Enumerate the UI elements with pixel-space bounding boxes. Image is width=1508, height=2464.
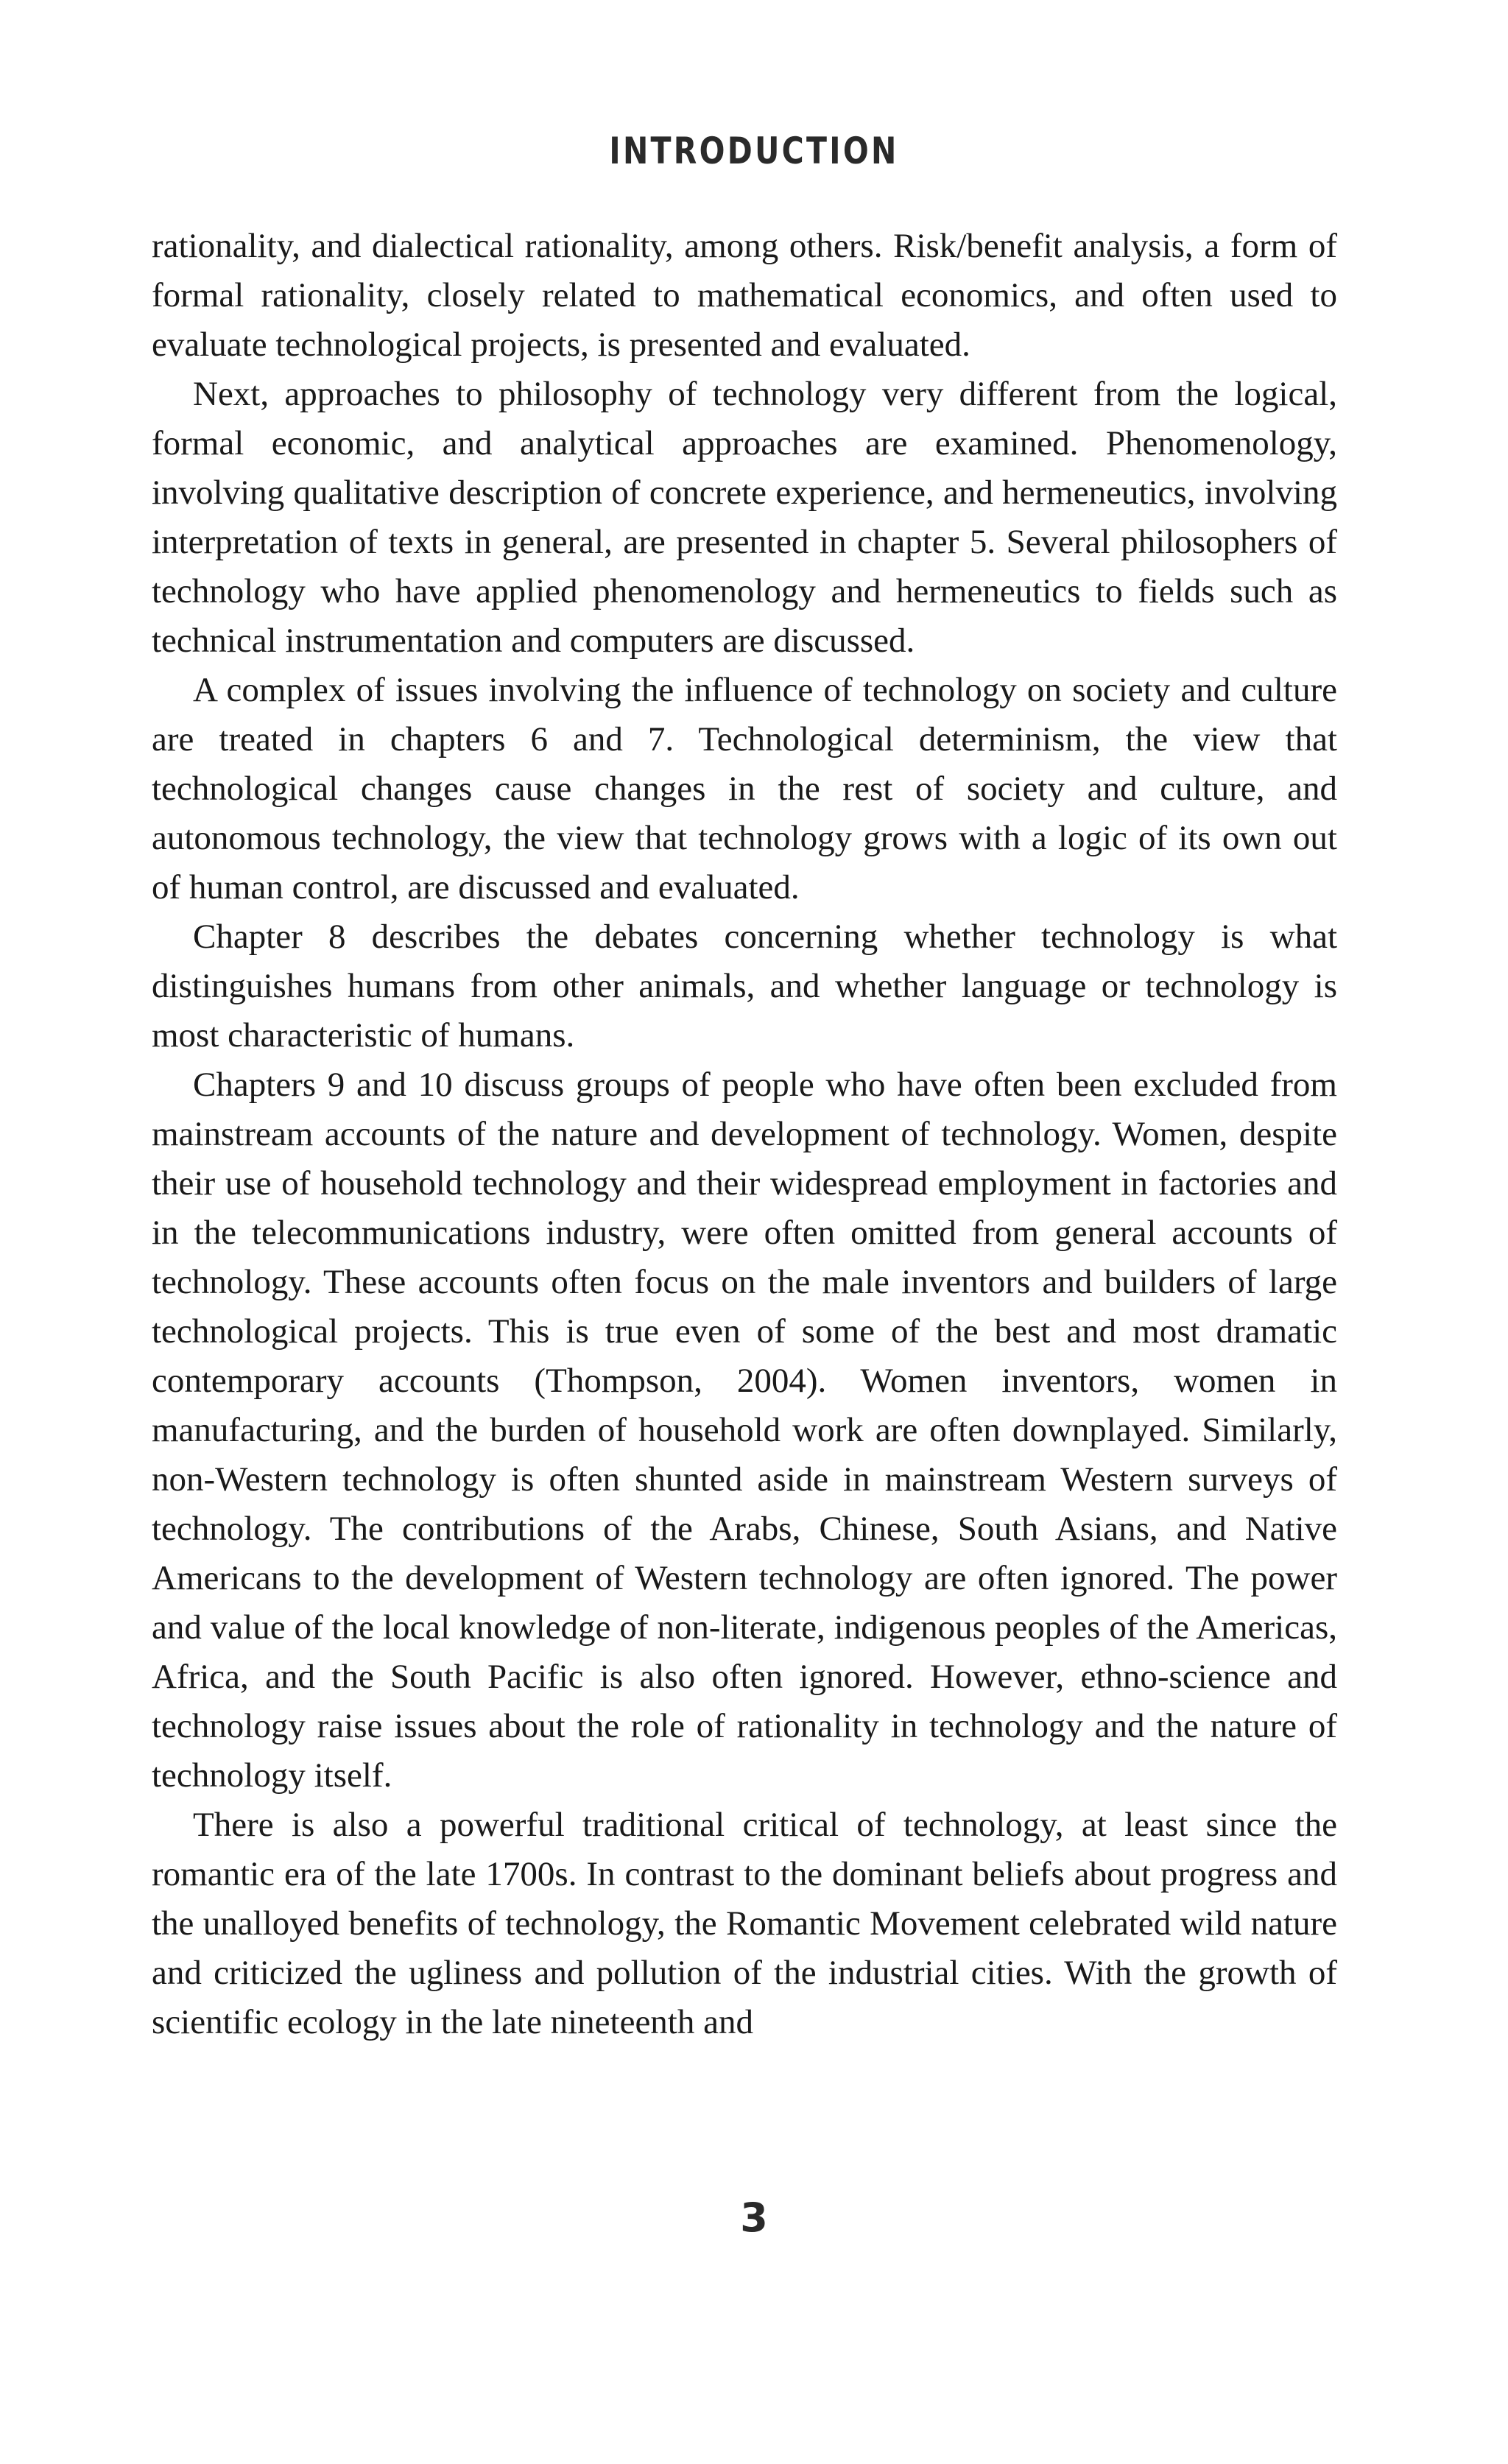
paragraph-chapter-8: Chapter 8 describes the debates concerning whether technology is what distinguishes humans from other animals, and whether language or technology is most characteristic of humans. [152, 918, 1337, 1055]
paragraph-chapters-9-10: Chapters 9 and 10 discuss groups of people who have often been excluded from mainstream accounts of the nature and development of technology. Women, despite their use of household technology and their widespread employment in factories and in the telecommunications industry, were often omitted from general accounts of technology. These accounts often focus on the male inventors and builders of large technological projects. This is true even of some of the best and most dramatic contemporary accounts (Thompson, 2004). Women inventors, women in manufacturing, and the burden of household work are often downplayed. Similarly, non-Western technology is often shunted aside in mainstream Western surveys of technology. The contributions of the Arabs, Chinese, South Asians, and Native Americans to the development of Western technology are often ignored. The power and value of the local knowledge of non-literate, indigenous peoples of the Americas, Africa, and the South Pacific is also often ignored. However, ethno-science and technology raise issues about the role of rationality in technology and the nature of technology itself. [152, 1066, 1337, 1795]
page-number: 3 [740, 2194, 768, 2241]
paragraph-phenomenology: Next, approaches to philosophy of technology very different from the logical, formal economic, and analytical approaches are examined. Phenomenology, involving qualitative description of concrete experience, and hermeneutics, involving interpretation of texts in general, are presented in chapter 5. Several philosophers of technology who have applied phenomenology and hermeneutics to fields such as technical instrumentation and computers are discussed. [152, 375, 1337, 660]
body-text [152, 222, 1337, 2047]
paragraph-determinism: A complex of issues involving the influence of technology on society and culture are treated in chapters 6 and 7. Technological determinism, the view that technological changes cause changes in the rest of society and culture, and autonomous technology, the view that technology grows with a logic of its own out of human control, are discussed and evaluated. [152, 671, 1337, 907]
running-head: INTRODUCTION [609, 130, 899, 172]
paragraph-continuation: rationality, and dialectical rationality, among others. Risk/benefit analysis, a form of formal rationality, closely related to mathematical economics, and often used to evaluate technological projects, is presented and evaluated. [152, 227, 1337, 364]
paragraph-romantic-critique: There is also a powerful traditional critical of technology, at least since the romantic era of the late 1700s. In contrast to the dominant beliefs about progress and the unalloyed benefits of technology, the Romantic Movement celebrated wild nature and criticized the ugliness and pollution of the industrial cities. With the growth of scientific ecology in the late nineteenth and [152, 1806, 1337, 2041]
